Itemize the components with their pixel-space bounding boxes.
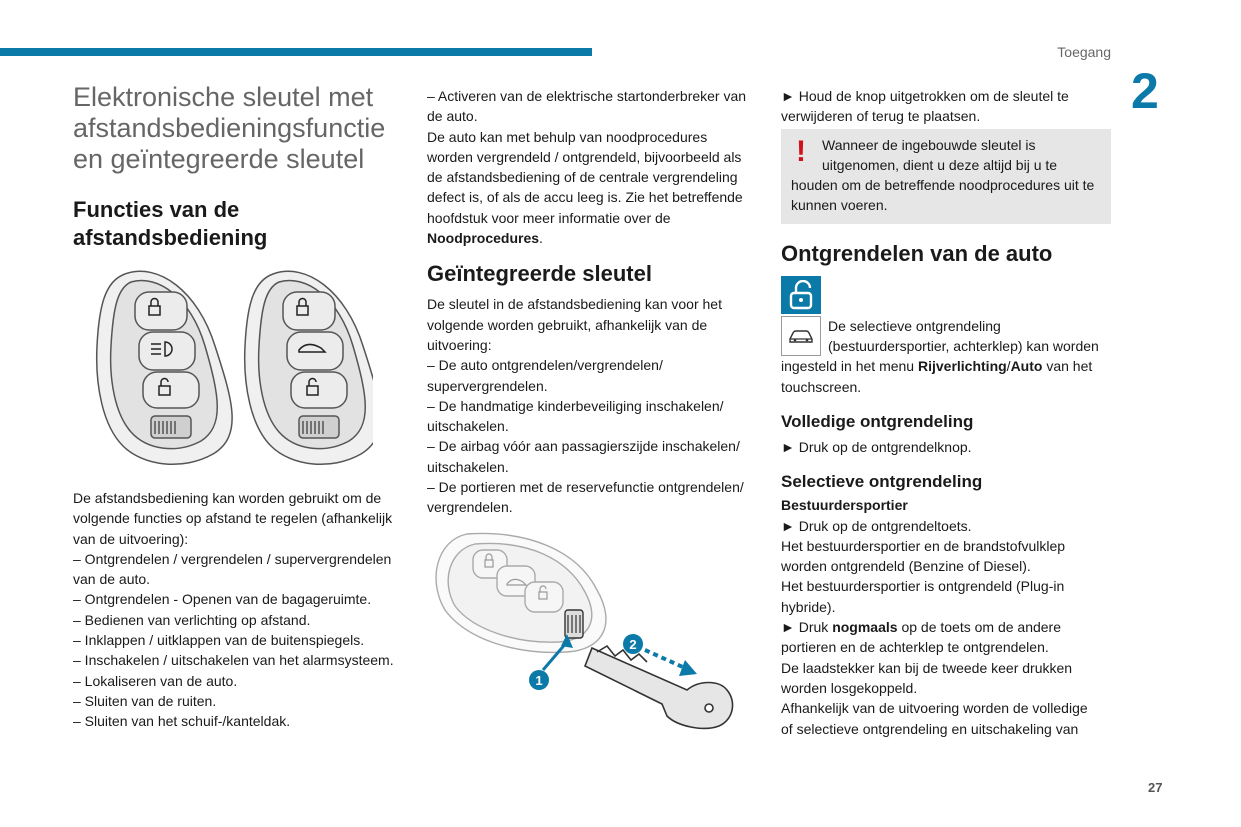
unlock-icon <box>781 276 821 314</box>
remote-functions-list <box>73 549 403 732</box>
column-3: ► Houd de knop uitgetrokken om de sleutel te verwijderen of terug te plaatsen. ! Wanneer de ingebouwde sleutel is uitgenomen, dient u deze altijd bij u te houden om de betreffende noodprocedures uit te kunnen voeren. Ontgrendelen van de auto De selectieve ontgrendeling (bestuurdersportier, achterklep) kan worden ingesteld in het menu Rijverlichting/Auto van het touchscreen. Volledige ontgrendeling ► Druk op de ontgrendelknop. Selectieve ontgrendeling Bestuurdersportier ► Druk op de ontgrendeltoets. Het bestuurdersportier en de brandstofvulklep worden ontgrendeld (Benzine of Diesel). Het bestuurdersportier is ontgrendeld (Plug-in hybride). ► Druk nogmaals op de toets om de andere portieren en de achterklep te ontgrendelen. De laadstekker kan bij de tweede keer drukken worden losgekoppeld. Afhankelijk van de uitvoering worden de volledige of selectieve ontgrendeling en uitschakeling van <box>781 86 1111 739</box>
integrated-key-heading: Geïntegreerde sleutel <box>427 261 652 287</box>
car-glyph <box>788 328 814 344</box>
list-item: – Sluiten van de ruiten. <box>73 692 217 709</box>
section-name: Toegang <box>1057 44 1111 60</box>
full-unlock-heading: Volledige ontgrendeling <box>781 411 974 431</box>
list-item: – De auto ontgrendelen/vergrendelen/ <box>427 357 663 374</box>
list-item: – De handmatige kinderbeveiliging inschakelen/ <box>427 397 724 414</box>
column-1 <box>73 82 403 732</box>
callout-2-arrow <box>645 650 685 668</box>
list-item: – Bedienen van verlichting op afstand. <box>73 611 311 628</box>
noodprocedures-ref: Noodprocedures <box>427 230 540 247</box>
list-item: – Ontgrendelen / vergrendelen / supervergrendelen <box>73 550 392 567</box>
list-item: – De airbag vóór aan passagierszijde inschakelen/ <box>427 438 740 455</box>
remote-key-outline <box>436 533 606 652</box>
padlock-open-icon <box>787 280 815 310</box>
list-item: – Inschakelen / uitschakelen van het alarmsysteem. <box>73 652 394 669</box>
unlock-heading: Ontgrendelen van de auto <box>781 240 1053 266</box>
list-item: van de auto. <box>73 571 151 588</box>
list-item: – Lokaliseren van de auto. <box>73 672 238 689</box>
header-accent-bar <box>0 48 592 56</box>
callout-1-label: 1 <box>535 672 543 688</box>
remote-key-left <box>97 271 232 464</box>
remote-intro: De afstandsbediening kan worden gebruikt om de volgende functies op afstand te regelen (afhankelijk van de uitvoering): <box>73 490 393 547</box>
driver-door-subheading: Bestuurdersportier <box>781 497 908 514</box>
remote-keys-illustration <box>73 266 373 476</box>
column-2: – Activeren van de elektrische startonderbreker van de auto. De auto kan met behulp van noodprocedures worden vergrendeld / ontgrendeld, bijvoorbeeld als de afstandsbediening of de centrale vergrendeling defect is, of als de accu leeg is. Zie het betreffende hoofdstuk voor meer informatie over de Noodprocedures. Geïntegreerde sleutel De sleutel in de afstandsbediening kan voor het volgende worden gebruikt, afhankelijk van de uitvoering: – De auto ontgrendelen/vergrendelen/ supervergrendelen. – De handmatige kinderbeveiliging inschakelen/ uitschakelen. – De airbag vóór aan passagierszijde inschakelen/ uitschakelen. – De portieren met de reservefunctie ontgrendelen/ vergrendelen. 1 2 <box>427 86 757 750</box>
menu-ref-rijverlichting: Rijverlichting <box>917 358 1007 375</box>
warning-icon: ! <box>796 134 806 168</box>
list-item: – Sluiten van het schuif-/kanteldak. <box>73 713 291 730</box>
callout-2-label: 2 <box>629 636 637 652</box>
remote-functions-heading: Functies van de afstandsbediening <box>73 197 268 250</box>
car-icon <box>781 316 821 356</box>
list-item: – Inklappen / uitklappen van de buitenspiegels. <box>73 632 365 649</box>
key-removal-illustration <box>427 530 747 750</box>
menu-ref-auto: Auto <box>1010 358 1043 375</box>
list-item: – Ontgrendelen - Openen van de bagageruimte. <box>73 591 372 608</box>
list-item: – De portieren met de reservefunctie ontgrendelen/ <box>427 479 744 496</box>
chapter-number: 2 <box>1131 63 1159 119</box>
warning-box: ! Wanneer de ingebouwde sleutel is uitgenomen, dient u deze altijd bij u te houden om de betreffende noodprocedures uit te kunnen voeren. <box>781 129 1111 224</box>
page-title: Elektronische sleutel met afstandsbedieningsfunctie en geïntegreerde sleutel <box>73 82 386 174</box>
selective-unlock-heading: Selectieve ontgrendeling <box>781 472 983 492</box>
page-number: 27 <box>1148 780 1163 795</box>
metal-key-blade <box>585 646 733 728</box>
remote-key-right <box>245 271 373 464</box>
